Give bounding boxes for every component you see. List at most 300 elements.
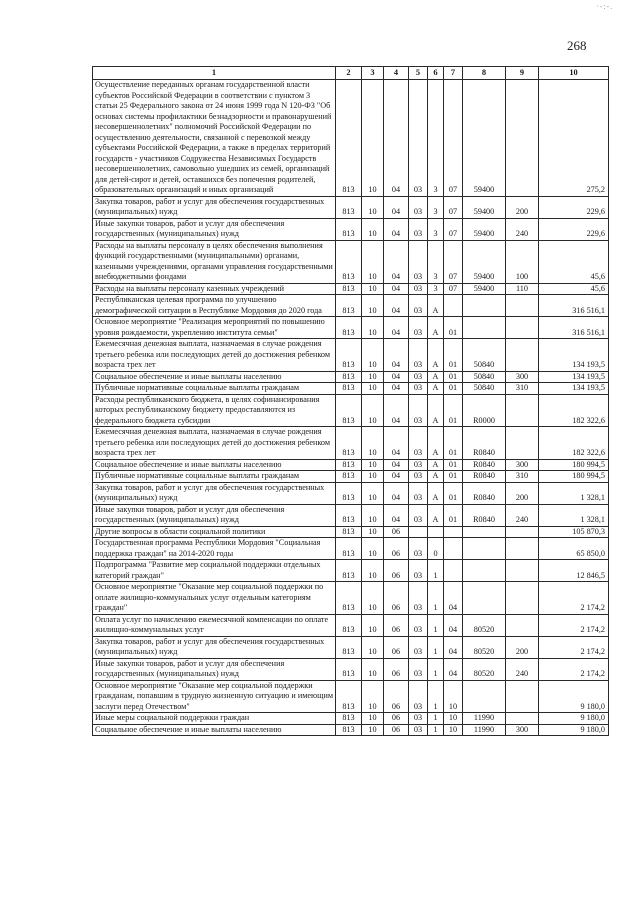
table-row [93, 713, 609, 725]
row-code-3: 10 [362, 196, 384, 218]
table-row [93, 427, 609, 460]
row-code-3: 10 [362, 582, 384, 615]
row-code-6: 0 [428, 538, 444, 560]
row-code-7: 01 [444, 383, 463, 395]
row-code-9 [506, 560, 539, 582]
row-amount: 2 174,2 [539, 614, 609, 636]
row-code-5: 03 [409, 614, 428, 636]
row-code-6: 1 [428, 636, 444, 658]
row-code-9: 240 [506, 504, 539, 526]
row-code-3: 10 [362, 713, 384, 725]
row-code-6: А [428, 383, 444, 395]
table-row [93, 317, 609, 339]
row-code-6: А [428, 471, 444, 483]
row-code-9 [506, 538, 539, 560]
row-code-8: R0840 [463, 459, 506, 471]
table-row [93, 80, 609, 197]
row-code-4: 04 [384, 371, 409, 383]
row-code-6: 1 [428, 582, 444, 615]
row-description: Основное мероприятие "Реализация мероприятий по повышению уровня рождаемости, укреплению института семьи" [93, 317, 336, 339]
row-code-7: 01 [444, 371, 463, 383]
row-code-6: А [428, 317, 444, 339]
row-code-9: 300 [506, 459, 539, 471]
row-code-2: 813 [336, 383, 362, 395]
row-code-3: 10 [362, 504, 384, 526]
row-code-6: 3 [428, 218, 444, 240]
row-code-6: А [428, 459, 444, 471]
row-code-5: 03 [409, 80, 428, 197]
row-description: Ежемесячная денежная выплата, назначаемая в случае рождения третьего ребенка или последующих детей до достижения ребенком возраста трех лет [93, 339, 336, 372]
row-code-9 [506, 427, 539, 460]
row-code-2: 813 [336, 538, 362, 560]
row-amount: 9 180,0 [539, 713, 609, 725]
row-code-8: 50840 [463, 339, 506, 372]
row-code-7: 04 [444, 636, 463, 658]
row-code-9: 200 [506, 636, 539, 658]
row-code-7: 07 [444, 196, 463, 218]
row-code-4: 04 [384, 283, 409, 295]
row-code-5: 03 [409, 240, 428, 283]
row-description: Основное мероприятие "Оказание мер социальной поддержки по оплате жилищно-коммунальных услуг отдельным категориям граждан" [93, 582, 336, 615]
row-code-8: 80520 [463, 658, 506, 680]
row-code-5 [409, 526, 428, 538]
table-body [93, 80, 609, 736]
row-amount: 12 846,5 [539, 560, 609, 582]
row-code-9 [506, 317, 539, 339]
row-code-7: 01 [444, 471, 463, 483]
row-code-9 [506, 614, 539, 636]
table-row [93, 526, 609, 538]
row-code-9: 110 [506, 283, 539, 295]
row-description: Основное мероприятие "Оказание мер социальной поддержки гражданам, попавшим в трудную жизненную ситуацию и имеющим заслуги перед Отечеством" [93, 680, 336, 713]
row-amount: 45,6 [539, 283, 609, 295]
row-description: Осуществление переданных органам государственной власти субъектов Российской Федерации в соответствии с пунктом 3 статьи 25 Федерального закона от 24 июня 1999 года N 120-ФЗ "Об основах системы профилактики безнадзорности и правонарушений несовершеннолетних" полномочий Российской Федерации по осуществлению деятельности, связанной с перевозкой между субъектами Российской Федерации, а также в пределах территорий государств - участников Содружества Независимых Государств несовершеннолетних, самовольно ушедших из семей, организаций для детей-сирот и детей, оставшихся без попечения родителей, образовательных организаций и иных организаций [93, 80, 336, 197]
row-description: Социальное обеспечение и иные выплаты населению [93, 459, 336, 471]
row-code-9: 300 [506, 724, 539, 736]
row-description: Расходы республиканского бюджета, в целях софинансирования которых республиканскому бюджету предоставляются из федерального бюджета субсидии [93, 394, 336, 427]
row-amount: 182 322,6 [539, 394, 609, 427]
row-code-2: 813 [336, 80, 362, 197]
row-code-7: 04 [444, 582, 463, 615]
row-code-5: 03 [409, 459, 428, 471]
row-code-3: 10 [362, 283, 384, 295]
row-code-5: 03 [409, 339, 428, 372]
row-code-5: 03 [409, 471, 428, 483]
row-description: Ежемесячная денежная выплата, назначаемая в случае рождения третьего ребенка или последующих детей до достижения ребенком возраста трех лет [93, 427, 336, 460]
row-amount: 316 516,1 [539, 295, 609, 317]
row-code-6: 1 [428, 560, 444, 582]
table-row [93, 636, 609, 658]
row-description: Закупка товаров, работ и услуг для обеспечения государственных (муниципальных) нужд [93, 196, 336, 218]
row-code-3: 10 [362, 658, 384, 680]
row-code-2: 813 [336, 471, 362, 483]
row-amount: 9 180,0 [539, 724, 609, 736]
row-amount: 134 193,5 [539, 339, 609, 372]
row-code-2: 813 [336, 295, 362, 317]
row-code-2: 813 [336, 459, 362, 471]
row-code-4: 04 [384, 240, 409, 283]
row-code-3: 10 [362, 680, 384, 713]
row-code-4: 06 [384, 658, 409, 680]
table-row [93, 339, 609, 372]
row-code-9 [506, 339, 539, 372]
row-code-6: 3 [428, 240, 444, 283]
row-code-3: 10 [362, 526, 384, 538]
row-amount: 9 180,0 [539, 680, 609, 713]
row-code-3: 10 [362, 394, 384, 427]
row-code-7: 07 [444, 218, 463, 240]
row-code-8: 59400 [463, 196, 506, 218]
row-description: Другие вопросы в области социальной политики [93, 526, 336, 538]
row-code-4: 04 [384, 196, 409, 218]
row-code-4: 06 [384, 538, 409, 560]
row-code-8: 50840 [463, 371, 506, 383]
row-code-5: 03 [409, 196, 428, 218]
row-code-4: 04 [384, 383, 409, 395]
row-code-5: 03 [409, 371, 428, 383]
row-code-8 [463, 582, 506, 615]
header-cell: 7 [444, 67, 463, 80]
row-code-4: 06 [384, 680, 409, 713]
row-code-3: 10 [362, 80, 384, 197]
header-cell: 4 [384, 67, 409, 80]
row-code-9 [506, 526, 539, 538]
row-code-6: А [428, 339, 444, 372]
row-code-2: 813 [336, 526, 362, 538]
row-description: Социальное обеспечение и иные выплаты населению [93, 371, 336, 383]
row-code-8: 59400 [463, 80, 506, 197]
row-code-3: 10 [362, 339, 384, 372]
row-description: Иные меры социальной поддержки граждан [93, 713, 336, 725]
row-code-8: 50840 [463, 383, 506, 395]
row-code-8: R0840 [463, 504, 506, 526]
row-code-4: 06 [384, 582, 409, 615]
row-description: Подпрограмма "Развитие мер социальной поддержки отдельных категорий граждан" [93, 560, 336, 582]
row-description: Государственная программа Республики Мордовия "Социальная поддержка граждан" на 2014-2020 годы [93, 538, 336, 560]
row-code-3: 10 [362, 240, 384, 283]
row-code-7: 07 [444, 283, 463, 295]
row-code-7: 01 [444, 394, 463, 427]
row-code-9: 200 [506, 196, 539, 218]
row-code-2: 813 [336, 680, 362, 713]
table-row [93, 680, 609, 713]
row-code-7: 10 [444, 724, 463, 736]
row-code-5: 03 [409, 283, 428, 295]
row-code-3: 10 [362, 471, 384, 483]
row-code-5: 03 [409, 394, 428, 427]
row-code-8 [463, 526, 506, 538]
row-code-4: 04 [384, 317, 409, 339]
scan-specks: ·‑:‑. [596, 2, 614, 11]
row-description: Публичные нормативные социальные выплаты гражданам [93, 383, 336, 395]
table-row [93, 218, 609, 240]
row-code-6: 1 [428, 614, 444, 636]
row-code-8: 80520 [463, 614, 506, 636]
row-code-2: 813 [336, 614, 362, 636]
row-code-7 [444, 295, 463, 317]
row-code-4: 06 [384, 614, 409, 636]
row-description: Иные закупки товаров, работ и услуг для обеспечения государственных (муниципальных) нужд [93, 218, 336, 240]
row-code-8 [463, 560, 506, 582]
row-code-8 [463, 680, 506, 713]
table-row [93, 283, 609, 295]
row-description: Республиканская целевая программа по улучшению демографической ситуации в Республике Мордовия до 2020 года [93, 295, 336, 317]
row-code-6: 1 [428, 658, 444, 680]
row-code-2: 813 [336, 582, 362, 615]
row-code-5: 03 [409, 636, 428, 658]
row-code-4: 06 [384, 724, 409, 736]
row-code-5: 03 [409, 383, 428, 395]
row-code-7: 10 [444, 713, 463, 725]
row-amount: 45,6 [539, 240, 609, 283]
row-code-4: 04 [384, 394, 409, 427]
row-code-4: 06 [384, 560, 409, 582]
row-code-9: 100 [506, 240, 539, 283]
row-code-2: 813 [336, 394, 362, 427]
row-code-7: 01 [444, 317, 463, 339]
budget-table [92, 66, 609, 736]
row-code-3: 10 [362, 560, 384, 582]
row-code-7 [444, 526, 463, 538]
row-code-7: 01 [444, 459, 463, 471]
row-code-7 [444, 560, 463, 582]
row-code-9: 310 [506, 471, 539, 483]
header-cell: 10 [539, 67, 609, 80]
row-code-4: 04 [384, 427, 409, 460]
row-code-2: 813 [336, 240, 362, 283]
row-code-8: 11990 [463, 713, 506, 725]
table-row [93, 459, 609, 471]
row-code-6: А [428, 295, 444, 317]
row-code-7: 04 [444, 614, 463, 636]
row-code-2: 813 [336, 658, 362, 680]
row-code-6: 1 [428, 724, 444, 736]
row-code-2: 813 [336, 218, 362, 240]
row-code-9: 300 [506, 371, 539, 383]
row-code-2: 813 [336, 427, 362, 460]
row-code-2: 813 [336, 317, 362, 339]
header-cell: 9 [506, 67, 539, 80]
row-code-8: 59400 [463, 283, 506, 295]
header-cell: 2 [336, 67, 362, 80]
row-code-8: R0840 [463, 482, 506, 504]
row-description: Иные закупки товаров, работ и услуг для обеспечения государственных (муниципальных) нужд [93, 658, 336, 680]
row-code-2: 813 [336, 724, 362, 736]
row-code-7 [444, 538, 463, 560]
row-amount: 229,6 [539, 196, 609, 218]
row-amount: 316 516,1 [539, 317, 609, 339]
row-code-9: 240 [506, 658, 539, 680]
row-code-9 [506, 582, 539, 615]
row-code-9: 240 [506, 218, 539, 240]
row-code-5: 03 [409, 560, 428, 582]
row-code-5: 03 [409, 317, 428, 339]
row-code-3: 10 [362, 427, 384, 460]
row-code-7: 10 [444, 680, 463, 713]
row-code-3: 10 [362, 371, 384, 383]
row-amount: 275,2 [539, 80, 609, 197]
table-row [93, 658, 609, 680]
row-amount: 180 994,5 [539, 471, 609, 483]
row-amount: 105 870,3 [539, 526, 609, 538]
row-code-4: 06 [384, 526, 409, 538]
row-code-9 [506, 713, 539, 725]
row-code-3: 10 [362, 724, 384, 736]
row-code-4: 04 [384, 80, 409, 197]
row-code-5: 03 [409, 582, 428, 615]
row-code-3: 10 [362, 317, 384, 339]
row-amount: 1 328,1 [539, 482, 609, 504]
row-code-9 [506, 80, 539, 197]
row-code-6: А [428, 427, 444, 460]
row-amount: 2 174,2 [539, 582, 609, 615]
row-code-2: 813 [336, 636, 362, 658]
row-code-5: 03 [409, 504, 428, 526]
row-code-4: 04 [384, 339, 409, 372]
table-row [93, 504, 609, 526]
row-code-5: 03 [409, 482, 428, 504]
header-cell: 6 [428, 67, 444, 80]
row-code-5: 03 [409, 295, 428, 317]
header-cell: 8 [463, 67, 506, 80]
table-row [93, 196, 609, 218]
table-row [93, 383, 609, 395]
row-code-6: 1 [428, 713, 444, 725]
row-code-8 [463, 317, 506, 339]
row-code-7: 01 [444, 339, 463, 372]
row-amount: 134 193,5 [539, 371, 609, 383]
header-cell: 1 [93, 67, 336, 80]
table-row [93, 538, 609, 560]
table-row [93, 482, 609, 504]
row-code-2: 813 [336, 196, 362, 218]
row-code-3: 10 [362, 459, 384, 471]
row-code-8: 59400 [463, 240, 506, 283]
row-code-7: 07 [444, 240, 463, 283]
row-code-6: А [428, 371, 444, 383]
row-code-2: 813 [336, 713, 362, 725]
row-code-3: 10 [362, 614, 384, 636]
row-code-6: А [428, 394, 444, 427]
row-code-8: 80520 [463, 636, 506, 658]
table-row [93, 240, 609, 283]
row-code-6: 3 [428, 196, 444, 218]
table-header-row [93, 67, 609, 80]
row-code-6 [428, 526, 444, 538]
row-code-9 [506, 394, 539, 427]
table-row [93, 371, 609, 383]
row-code-4: 04 [384, 482, 409, 504]
row-code-7: 04 [444, 658, 463, 680]
row-description: Закупка товаров, работ и услуг для обеспечения государственных (муниципальных) нужд [93, 482, 336, 504]
row-code-7: 01 [444, 504, 463, 526]
row-code-4: 04 [384, 295, 409, 317]
row-code-3: 10 [362, 636, 384, 658]
row-code-9 [506, 680, 539, 713]
row-code-8: R0840 [463, 427, 506, 460]
row-amount: 65 850,0 [539, 538, 609, 560]
row-amount: 182 322,6 [539, 427, 609, 460]
row-code-4: 04 [384, 218, 409, 240]
row-code-2: 813 [336, 283, 362, 295]
row-code-4: 04 [384, 504, 409, 526]
row-code-3: 10 [362, 383, 384, 395]
header-cell: 5 [409, 67, 428, 80]
row-code-2: 813 [336, 560, 362, 582]
row-amount: 2 174,2 [539, 658, 609, 680]
row-description: Социальное обеспечение и иные выплаты населению [93, 724, 336, 736]
row-description: Расходы на выплаты персоналу казенных учреждений [93, 283, 336, 295]
row-code-2: 813 [336, 504, 362, 526]
row-code-5: 03 [409, 427, 428, 460]
row-code-5: 03 [409, 680, 428, 713]
table-row [93, 614, 609, 636]
row-amount: 229,6 [539, 218, 609, 240]
row-code-3: 10 [362, 218, 384, 240]
row-code-6: А [428, 504, 444, 526]
row-amount: 134 193,5 [539, 383, 609, 395]
row-code-5: 03 [409, 724, 428, 736]
row-code-9: 310 [506, 383, 539, 395]
row-code-5: 03 [409, 538, 428, 560]
table-row [93, 295, 609, 317]
row-description: Закупка товаров, работ и услуг для обеспечения государственных (муниципальных) нужд [93, 636, 336, 658]
row-code-8: 59400 [463, 218, 506, 240]
table-row [93, 394, 609, 427]
row-amount: 1 328,1 [539, 504, 609, 526]
row-description: Иные закупки товаров, работ и услуг для обеспечения государственных (муниципальных) нужд [93, 504, 336, 526]
row-code-6: А [428, 482, 444, 504]
table-row [93, 560, 609, 582]
row-amount: 180 994,5 [539, 459, 609, 471]
row-code-5: 03 [409, 713, 428, 725]
row-code-9 [506, 295, 539, 317]
table-row [93, 582, 609, 615]
row-code-9: 200 [506, 482, 539, 504]
row-code-5: 03 [409, 658, 428, 680]
row-code-6: 3 [428, 80, 444, 197]
row-code-6: 3 [428, 283, 444, 295]
row-code-7: 01 [444, 427, 463, 460]
row-code-3: 10 [362, 538, 384, 560]
row-code-8: R0840 [463, 471, 506, 483]
header-cell: 3 [362, 67, 384, 80]
table-row [93, 471, 609, 483]
row-code-8 [463, 538, 506, 560]
row-code-3: 10 [362, 295, 384, 317]
row-code-2: 813 [336, 482, 362, 504]
row-code-7: 01 [444, 482, 463, 504]
row-code-8 [463, 295, 506, 317]
row-code-3: 10 [362, 482, 384, 504]
row-amount: 2 174,2 [539, 636, 609, 658]
row-code-4: 04 [384, 459, 409, 471]
row-code-8: R0000 [463, 394, 506, 427]
row-code-5: 03 [409, 218, 428, 240]
row-code-4: 06 [384, 636, 409, 658]
row-description: Расходы на выплаты персоналу в целях обеспечения выполнения функций государственными (муниципальными) органами, казенными учреждениями, органами управления государственными внебюджетными фондами [93, 240, 336, 283]
row-description: Оплата услуг по начислению ежемесячной компенсации по оплате жилищно-коммунальных услуг [93, 614, 336, 636]
row-code-6: 1 [428, 680, 444, 713]
row-description: Публичные нормативные социальные выплаты гражданам [93, 471, 336, 483]
row-code-7: 07 [444, 80, 463, 197]
page-number: 268 [567, 38, 587, 53]
row-code-4: 04 [384, 471, 409, 483]
row-code-2: 813 [336, 339, 362, 372]
row-code-4: 06 [384, 713, 409, 725]
row-code-2: 813 [336, 371, 362, 383]
table-row [93, 724, 609, 736]
